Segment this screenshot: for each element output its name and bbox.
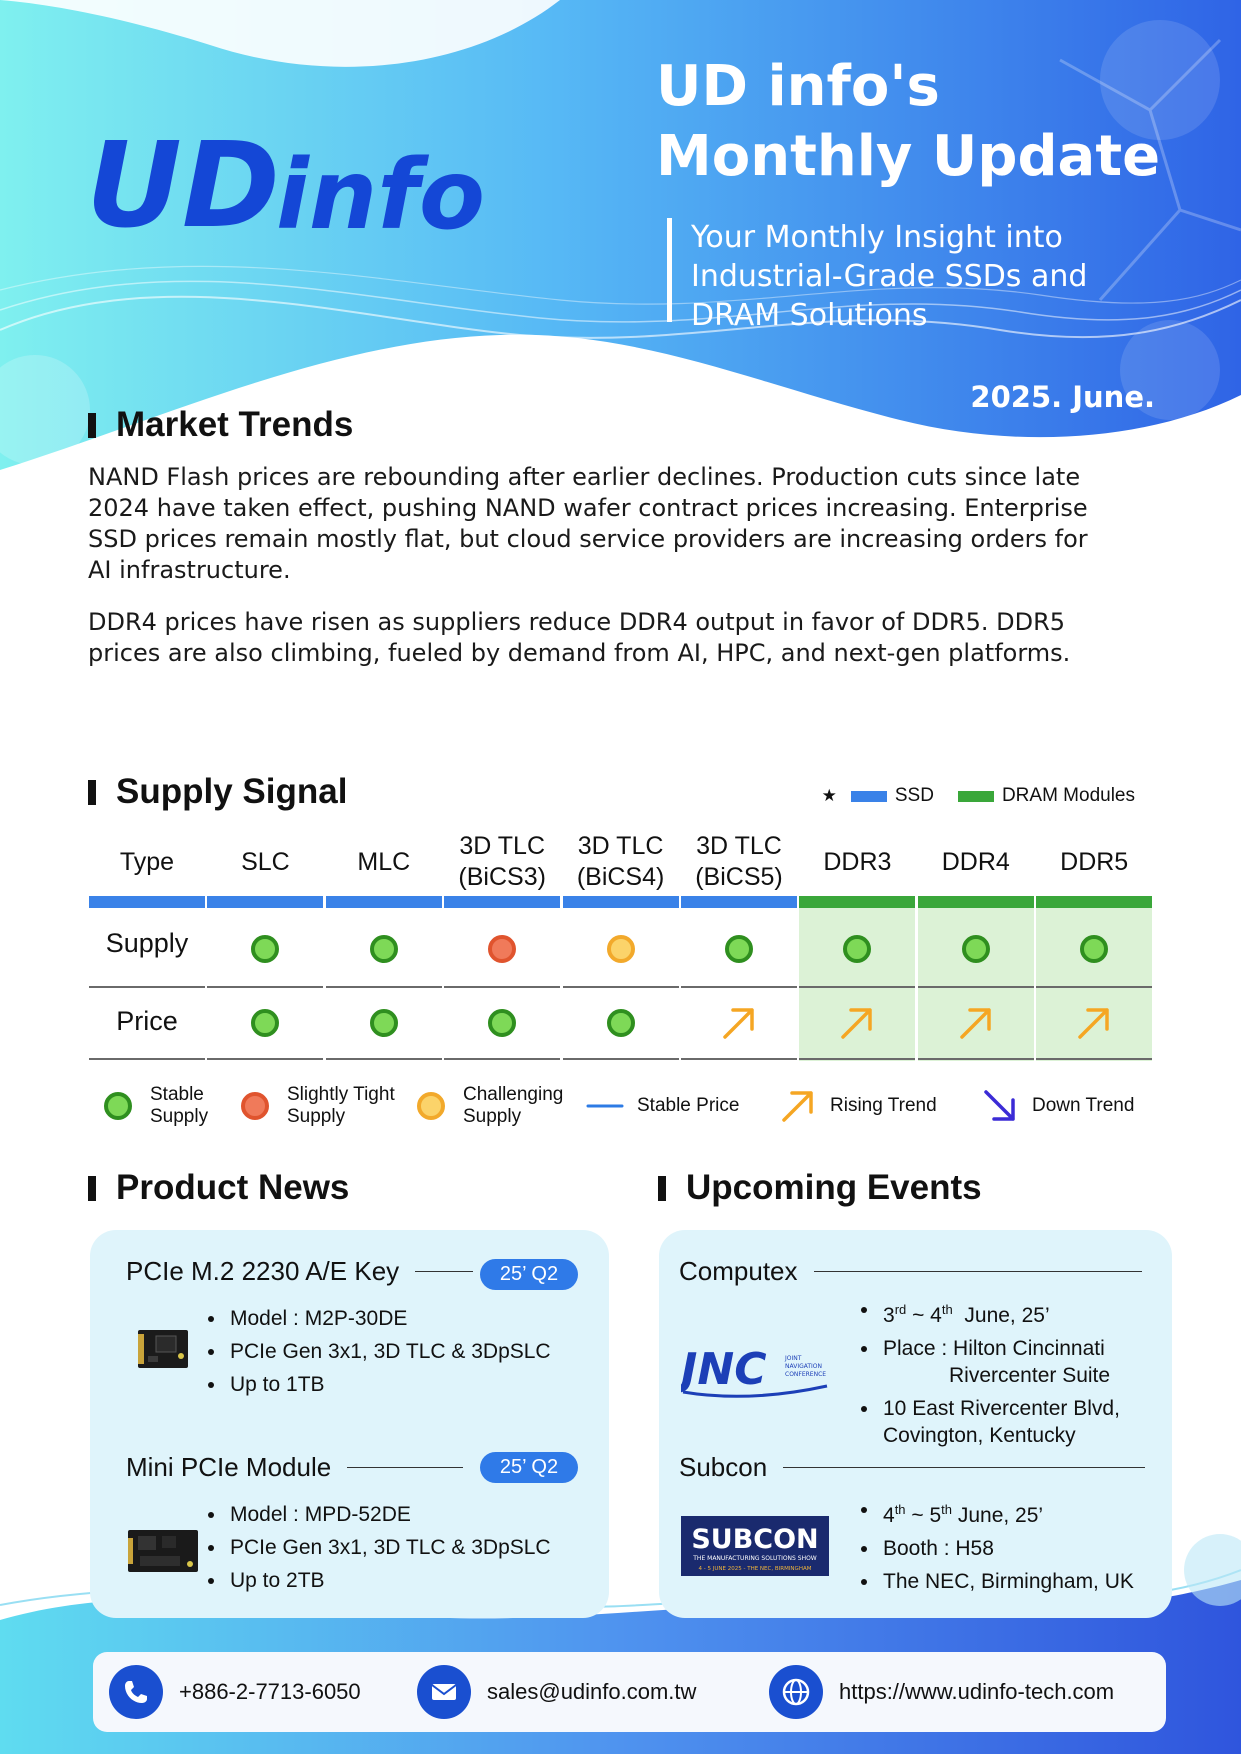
table-header-cell: SLC (241, 847, 290, 876)
table-column-3d-tlc-bics3 (444, 818, 560, 1061)
mail-icon (417, 1665, 471, 1719)
dram-group-bar (799, 896, 915, 908)
stable-supply-icon (98, 1086, 138, 1126)
table-header-cell: 3D TLC (BiCS3) (458, 832, 546, 891)
svg-text:4 - 5 JUNE 2025 - THE NEC, BIR: 4 - 5 JUNE 2025 - THE NEC, BIRMINGHAM (698, 1566, 812, 1572)
contact-email[interactable] (417, 1664, 696, 1720)
subcon-show-logo (681, 1516, 829, 1576)
heading-bar-marker (88, 1176, 96, 1201)
table-row-divider (89, 986, 205, 988)
table-header-cell: MLC (357, 847, 411, 876)
table-row-divider (89, 1058, 205, 1060)
issue-date: 2025. June. (970, 380, 1155, 414)
event-name: Subcon (679, 1452, 768, 1482)
spec-model: Model : M2P-30DE (206, 1302, 551, 1335)
svg-text:CONFERENCE: CONFERENCE (785, 1371, 827, 1378)
legend-label: Challenging Supply (463, 1084, 564, 1127)
product-news-item-2-specs (206, 1498, 551, 1597)
email-address[interactable]: sales@udinfo.com.tw (487, 1679, 697, 1704)
supply-signal-heading (88, 772, 347, 812)
table-row-divider (326, 986, 442, 988)
ssd-group-bar (207, 896, 323, 908)
upcoming-events-card (659, 1230, 1172, 1618)
website-url[interactable]: https://www.udinfo-tech.com (839, 1679, 1115, 1704)
legend-label: Down Trend (1032, 1095, 1135, 1116)
stable-supply-icon (245, 929, 285, 969)
table-row-divider (681, 1058, 797, 1060)
legend-item-challenging (411, 1078, 573, 1134)
product-news-item-1-title (126, 1256, 473, 1287)
market-trends-heading-text: Market Trends (116, 405, 354, 444)
rising-trend-icon (1074, 1003, 1114, 1043)
product-news-heading (88, 1168, 349, 1208)
challenging-supply-icon (601, 929, 641, 969)
down-trend-icon (980, 1086, 1020, 1126)
spec-interface: PCIe Gen 3x1, 3D TLC & 3DpSLC (206, 1531, 551, 1564)
table-column-type (89, 818, 205, 1061)
mini-pcie-product-image (126, 1528, 200, 1574)
supply-signal-legend (98, 1078, 1138, 1134)
table-header-cell: DDR5 (1060, 847, 1129, 876)
product-news-item-title: Mini PCIe Module (126, 1452, 332, 1482)
header-title-line2: Monthly Update (656, 124, 1161, 189)
rising-trend-icon (778, 1086, 818, 1126)
m2-ssd-product-image (136, 1328, 192, 1370)
header-subtitle-line2: Industrial-Grade SSDs and (691, 259, 1088, 294)
svg-text:THE MANUFACTURING SOLUTIONS SH: THE MANUFACTURING SOLUTIONS SHOW (693, 1555, 817, 1562)
ssd-key-label: SSD (894, 785, 934, 806)
contact-website[interactable] (769, 1664, 1114, 1720)
slightly-tight-supply-icon (235, 1086, 275, 1126)
ssd-group-bar (444, 896, 560, 908)
legend-label: Stable Supply (150, 1084, 209, 1127)
ssd-group-bar (681, 896, 797, 908)
event-place: Place : Hilton Cincinnati Rivercenter Suite (859, 1335, 1159, 1389)
svg-text:NAVIGATION: NAVIGATION (785, 1363, 823, 1370)
phone-icon (109, 1665, 163, 1719)
logo-text-info: info (276, 139, 485, 240)
legend-label: Slightly Tight Supply (287, 1084, 395, 1127)
header-subtitle-line3: DRAM Solutions (691, 298, 928, 333)
stable-price-icon (585, 1086, 625, 1126)
heading-bar-marker (88, 780, 96, 805)
event-subcon-title (679, 1452, 1145, 1483)
table-column-3d-tlc-bics5 (681, 818, 797, 1061)
globe-icon (769, 1665, 823, 1719)
release-quarter-badge: 25’ Q2 (480, 1259, 578, 1290)
event-date: 3rd ~ 4th June, 25’ (859, 1296, 1159, 1329)
table-row-divider (207, 1058, 323, 1060)
table-row-divider (326, 1058, 442, 1060)
event-venue: The NEC, Birmingham, UK (859, 1568, 1159, 1595)
table-column-mlc (326, 818, 442, 1061)
heading-bar-marker (658, 1176, 666, 1201)
product-news-card (90, 1230, 609, 1618)
table-header-cell: DDR4 (941, 847, 1010, 876)
stable-supply-icon (601, 1003, 641, 1043)
stable-supply-icon (364, 1003, 404, 1043)
stable-supply-icon (719, 929, 759, 969)
event-booth: Booth : H58 (859, 1535, 1159, 1562)
table-column-ddr4 (918, 818, 1034, 1061)
rising-trend-icon (719, 1003, 759, 1043)
product-group-key (822, 785, 1135, 807)
ud-info-logo (86, 130, 486, 240)
slightly-tight-supply-icon (482, 929, 522, 969)
market-trends-heading (88, 405, 353, 445)
event-computex-details (859, 1296, 1159, 1455)
header-title-line1: UD info's (656, 54, 940, 119)
jnc-conference-logo (681, 1342, 829, 1400)
ssd-color-swatch (851, 791, 887, 802)
legend-label: Rising Trend (830, 1095, 937, 1116)
logo-text-ud: UD (86, 130, 280, 240)
heading-bar-marker (88, 413, 96, 438)
dram-group-bar (1036, 896, 1152, 908)
contact-phone[interactable] (109, 1664, 361, 1720)
phone-number[interactable]: +886-2-7713-6050 (179, 1679, 361, 1704)
header-title (656, 52, 1216, 192)
table-row-divider (1036, 986, 1152, 988)
product-news-item-2-title (126, 1452, 463, 1483)
stable-supply-icon (364, 929, 404, 969)
product-news-heading-text: Product News (116, 1168, 350, 1207)
row-label-price: Price (116, 1006, 178, 1036)
header-subtitle (667, 218, 1151, 333)
svg-text:JOINT: JOINT (785, 1355, 802, 1362)
table-header-type: Type (119, 847, 175, 876)
dram-group-bar (918, 896, 1034, 908)
table-row-divider (444, 1058, 560, 1060)
table-row-divider (918, 986, 1034, 988)
legend-item-slightly-tight (235, 1078, 397, 1134)
title-divider (814, 1271, 1142, 1272)
table-row-divider (918, 1058, 1034, 1060)
svg-text:SUBCON: SUBCON (691, 1524, 819, 1555)
table-row-divider (799, 1058, 915, 1060)
rising-trend-icon (837, 1003, 877, 1043)
dram-key-label: DRAM Modules (1001, 785, 1135, 806)
table-row-divider (444, 986, 560, 988)
row-label-supply: Supply (105, 928, 189, 958)
table-row-divider (681, 986, 797, 988)
header-subtitle-line1: Your Monthly Insight into (691, 220, 1063, 255)
market-trends-paragraph-dram: DDR4 prices have risen as suppliers reduce DDR4 output in favor of DDR5. DDR5 prices are also climbing, fueled by demand from AI, HPC, and next-gen platforms. (88, 608, 1071, 667)
table-header-cell: 3D TLC (BiCS4) (576, 832, 665, 891)
rising-trend-icon (956, 1003, 996, 1043)
ssd-group-bar (563, 896, 679, 908)
event-date: 4th ~ 5th June, 25’ (859, 1496, 1159, 1529)
event-address: 10 East Rivercenter Blvd, Covington, Kentucky (859, 1395, 1159, 1449)
contact-bar (93, 1652, 1166, 1732)
supply-signal-heading-text: Supply Signal (116, 772, 348, 811)
spec-capacity: Up to 2TB (206, 1564, 551, 1597)
table-header-cell: DDR3 (823, 847, 892, 876)
table-header-bar (89, 896, 205, 908)
product-news-item-title: PCIe M.2 2230 A/E Key (126, 1256, 400, 1286)
dram-color-swatch (958, 791, 994, 802)
event-name: Computex (679, 1256, 798, 1286)
table-row-divider (207, 986, 323, 988)
stable-supply-icon (1074, 929, 1114, 969)
event-computex-title (679, 1256, 1142, 1287)
stable-supply-icon (482, 1003, 522, 1043)
stable-supply-icon (245, 1003, 285, 1043)
table-column-ddr3 (799, 818, 915, 1061)
supply-signal-table (89, 818, 1139, 1061)
table-row-divider (563, 1058, 679, 1060)
legend-item-stable-price (585, 1078, 747, 1134)
table-row-divider (799, 986, 915, 988)
title-divider (347, 1467, 463, 1468)
spec-interface: PCIe Gen 3x1, 3D TLC & 3DpSLC (206, 1335, 551, 1368)
spec-capacity: Up to 1TB (206, 1368, 551, 1401)
table-row-divider (563, 986, 679, 988)
legend-label: Stable Price (637, 1095, 740, 1116)
title-divider (415, 1271, 473, 1272)
stable-supply-icon (837, 929, 877, 969)
spec-model: Model : MPD-52DE (206, 1498, 551, 1531)
release-quarter-badge: 25’ Q2 (480, 1452, 578, 1483)
challenging-supply-icon (411, 1086, 451, 1126)
table-header-cell: 3D TLC (BiCS5) (695, 832, 783, 891)
upcoming-events-heading-text: Upcoming Events (686, 1168, 982, 1207)
ssd-group-bar (326, 896, 442, 908)
table-column-3d-tlc-bics4 (563, 818, 679, 1061)
star-icon: ★ (821, 786, 837, 805)
legend-item-down (980, 1078, 1142, 1134)
event-subcon-details (859, 1496, 1159, 1601)
table-column-slc (207, 818, 323, 1061)
stable-supply-icon (956, 929, 996, 969)
svg-text:JNC: JNC (681, 1344, 767, 1395)
upcoming-events-heading (658, 1168, 982, 1208)
table-column-ddr5 (1036, 818, 1152, 1061)
legend-item-rising (778, 1078, 940, 1134)
title-divider (783, 1467, 1145, 1468)
product-news-item-1-specs (206, 1302, 551, 1401)
market-trends-paragraph-nand: NAND Flash prices are rebounding after earlier declines. Production cuts since late 2024 have taken effect, pushing NAND wafer contract prices increasing. Enterprise SSD prices remain mostly flat, but cloud service providers are increasing orders for AI infrastructure. (88, 463, 1088, 584)
table-row-divider (1036, 1058, 1152, 1060)
